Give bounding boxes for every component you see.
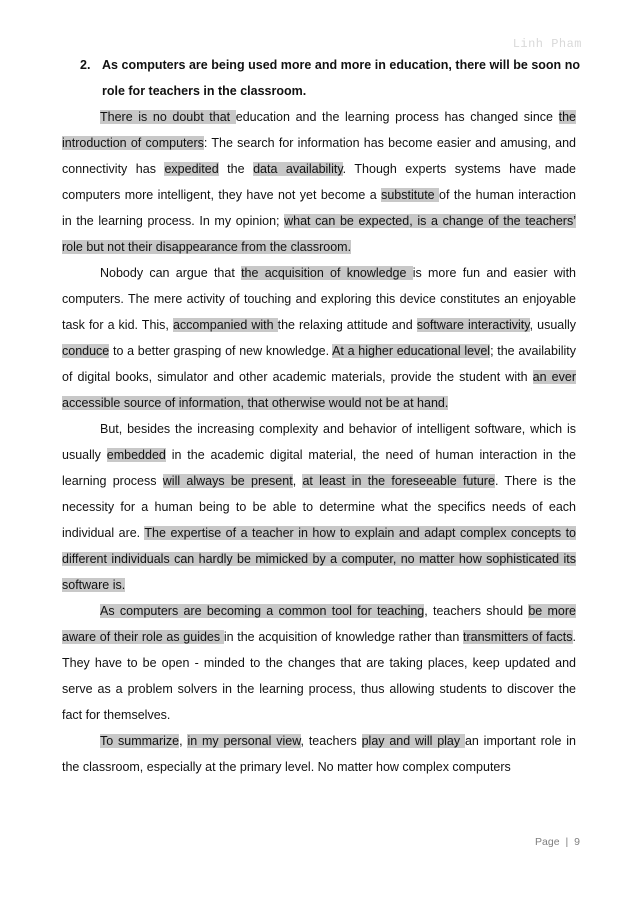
essay-paragraph (62, 104, 576, 260)
text-run: , teachers (300, 734, 362, 748)
highlighted-text: play and will play (361, 734, 465, 748)
page-number: 9 (574, 836, 580, 848)
highlighted-text: the acquisition of knowledge (241, 266, 413, 280)
highlighted-text: To summarize (100, 734, 180, 748)
highlighted-text: substitute (381, 188, 440, 202)
highlighted-text: at least in the foreseeable future (302, 474, 495, 488)
highlighted-text: software interactivity (416, 318, 530, 332)
text-run: . Though experts systems have made computers more intelligent, they have not yet become a (62, 162, 576, 202)
page-label: Page (535, 836, 560, 848)
text-run: of the human interaction in the learning process. In my opinion; (62, 188, 576, 228)
highlighted-text: what can be expected, is a change of the teachers’ role but not their disappearance from the classroom. (62, 214, 576, 254)
highlighted-text: data availability (253, 162, 343, 176)
highlighted-text: embedded (106, 448, 166, 462)
question-heading (80, 52, 580, 104)
text-run: : The search for information has become easier and amusing, and connectivity has (62, 136, 576, 176)
text-run: is more fun and easier with computers. The mere activity of touching and exploring this device constitutes an enjoyable task for a kid. This, (62, 266, 576, 332)
page-footer (535, 836, 580, 848)
text-run: in the academic digital material, the need of human interaction in the learning process (62, 448, 576, 488)
highlighted-text: The expertise of a teacher in how to explain and adapt complex concepts to different individuals can hardly be mimicked by a computer, no matter how sophisticated its software is. (62, 526, 576, 592)
text-run: in the acquisition of knowledge rather than (223, 630, 464, 644)
text-run: , (292, 474, 303, 488)
essay-paragraph (62, 598, 576, 728)
highlighted-text: conduce (62, 344, 110, 358)
text-run: . They have to be open - minded to the changes that are taking places, keep updated and serve as a problem solvers in the learning process, thus allowing students to discover the fact for themselves. (62, 630, 576, 722)
highlighted-text: At a higher educational level (332, 344, 491, 358)
highlighted-text: As computers are becoming a common tool for teaching (100, 604, 425, 618)
highlighted-text: will always be present (162, 474, 293, 488)
page-separator: | (565, 836, 569, 848)
text-run: But, besides the increasing complexity and behavior of intelligent software, which is usually (62, 422, 576, 462)
text-run: Nobody can argue that (100, 266, 242, 280)
highlighted-text: accompanied with (172, 318, 278, 332)
heading-text: As computers are being used more and more in education, there will be soon no role for teachers in the classroom. (102, 58, 580, 98)
text-run: the relaxing attitude and (277, 318, 417, 332)
highlighted-text: in my personal view (187, 734, 301, 748)
highlighted-text: the introduction of computers (62, 110, 576, 150)
heading-number: 2. (80, 58, 91, 72)
essay-paragraph (62, 260, 576, 416)
highlighted-text: There is no doubt that (100, 110, 236, 124)
text-run: an important role in the classroom, especially at the primary level. No matter how complex computers (62, 734, 576, 774)
highlighted-text: be more aware of their role as guides (62, 604, 576, 644)
author-header: Linh Pham (512, 37, 582, 51)
essay-paragraph (62, 728, 576, 780)
essay-paragraph (62, 416, 576, 598)
highlighted-text: transmitters of facts (463, 630, 573, 644)
text-run: ; the availability of digital books, simulator and other academic materials, provide the student with (62, 344, 576, 384)
text-run: . There is the necessity for a human being to be able to determine what the specifics needs of each individual are. (62, 474, 577, 540)
text-run: , (179, 734, 188, 748)
highlighted-text: an ever accessible source of information, that otherwise would not be at hand. (62, 370, 576, 410)
text-run: education and the learning process has changed since (235, 110, 559, 124)
text-run: , usually (529, 318, 577, 332)
text-run: the (218, 162, 254, 176)
text-run: , teachers should (424, 604, 529, 618)
highlighted-text: expedited (164, 162, 219, 176)
text-run: to a better grasping of new knowledge. (109, 344, 333, 358)
essay-body (62, 104, 576, 780)
